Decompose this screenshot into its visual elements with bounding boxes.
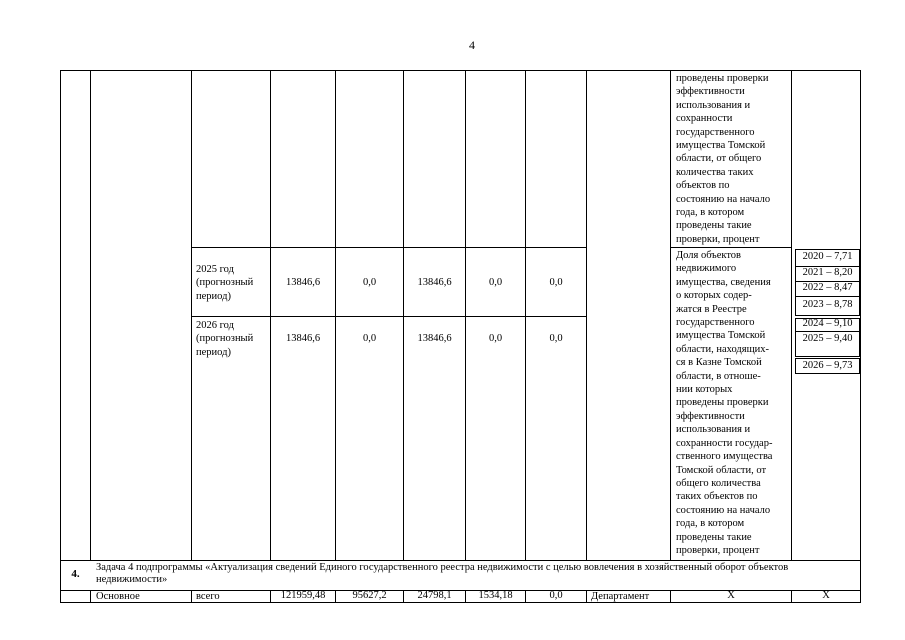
table-top-border: [60, 70, 861, 71]
table-right-border: [860, 70, 861, 603]
last-row-c5: 24798,1: [417, 590, 452, 601]
table-left-border: [60, 70, 61, 603]
value-total-2026: 13846,6: [285, 333, 321, 344]
value-c3-2025: 13846,6: [417, 277, 452, 288]
value-c5-2026: 0,0: [549, 333, 563, 344]
last-row-c6: 1534,18: [478, 590, 513, 601]
last-row-c8: Департамент: [591, 591, 650, 602]
value-c5-2025: 0,0: [549, 277, 563, 288]
year-value: 2026 – 9,73: [802, 360, 853, 371]
value-c4-2026: 0,0: [488, 333, 503, 344]
last-row-c7: 0,0: [549, 590, 563, 601]
value-c2-2025: 0,0: [362, 277, 377, 288]
year-value: 2022 – 8,47: [802, 282, 853, 293]
col-divider: [335, 70, 336, 561]
col-divider: [90, 70, 91, 561]
indicator-text-1: проведены проверки эффективности использования и сохранности государственного имущества Томской области, от общего количества таких объектов по состоянию на начало года, в котором проведены такие проверки, процент: [676, 73, 771, 245]
page-number: 4: [469, 38, 475, 52]
row-2025-top: [191, 247, 586, 248]
col-divider: [586, 590, 587, 603]
col-divider: [403, 70, 404, 561]
col-divider: [191, 590, 192, 603]
task-number: 4.: [71, 568, 80, 580]
row-2026-top: [191, 316, 586, 317]
value-c3-2026: 13846,6: [417, 333, 452, 344]
col-divider: [791, 70, 792, 561]
last-row-c3: 121959,48: [280, 590, 326, 601]
col-divider: [586, 70, 587, 561]
col-divider: [90, 590, 91, 603]
last-row-c2: всего: [196, 591, 220, 602]
year-value: 2021 – 8,20: [802, 267, 853, 278]
year-value: 2025 – 9,40: [802, 333, 853, 344]
task-row-top: [60, 560, 861, 561]
last-row-c1: Основное: [96, 591, 140, 602]
col-divider: [465, 70, 466, 561]
col-divider: [525, 70, 526, 561]
last-row-c10: X: [822, 590, 830, 601]
col-divider: [670, 70, 671, 561]
year-value: 2020 – 7,71: [802, 251, 853, 262]
value-total-2025: 13846,6: [285, 277, 321, 288]
indicator-divider: [670, 247, 791, 248]
last-row-c9: X: [727, 590, 735, 601]
task-title: Задача 4 подпрограммы «Актуализация сведений Единого государственного реестра недвижимости с целью вовлечения в хозяйственный оборот объектов недвижимости»: [96, 562, 789, 585]
year-value: 2024 – 9,10: [802, 318, 853, 329]
indicator-text-2: Доля объектов недвижимого имущества, сведения о которых содер- жатся в Реестре государственного имущества Томской области, находящих- ся в Казне Томской области, в отноше- нии которых проведены проверки эффективности использования и сохранности государ- ственного имущества Томской области, от общего количества таких объектов по состоянию на начало года, в котором проведены такие проверки, процент: [676, 250, 773, 556]
value-c2-2026: 0,0: [362, 333, 377, 344]
period-2026: 2026 год (прогнозный период): [196, 320, 254, 358]
value-c4-2025: 0,0: [488, 277, 503, 288]
period-2025: 2025 год (прогнозный период): [196, 264, 254, 302]
last-row-c4: 95627,2: [352, 590, 387, 601]
year-value: 2023 – 8,78: [802, 299, 853, 310]
col-divider: [191, 70, 192, 561]
col-divider: [270, 70, 271, 561]
